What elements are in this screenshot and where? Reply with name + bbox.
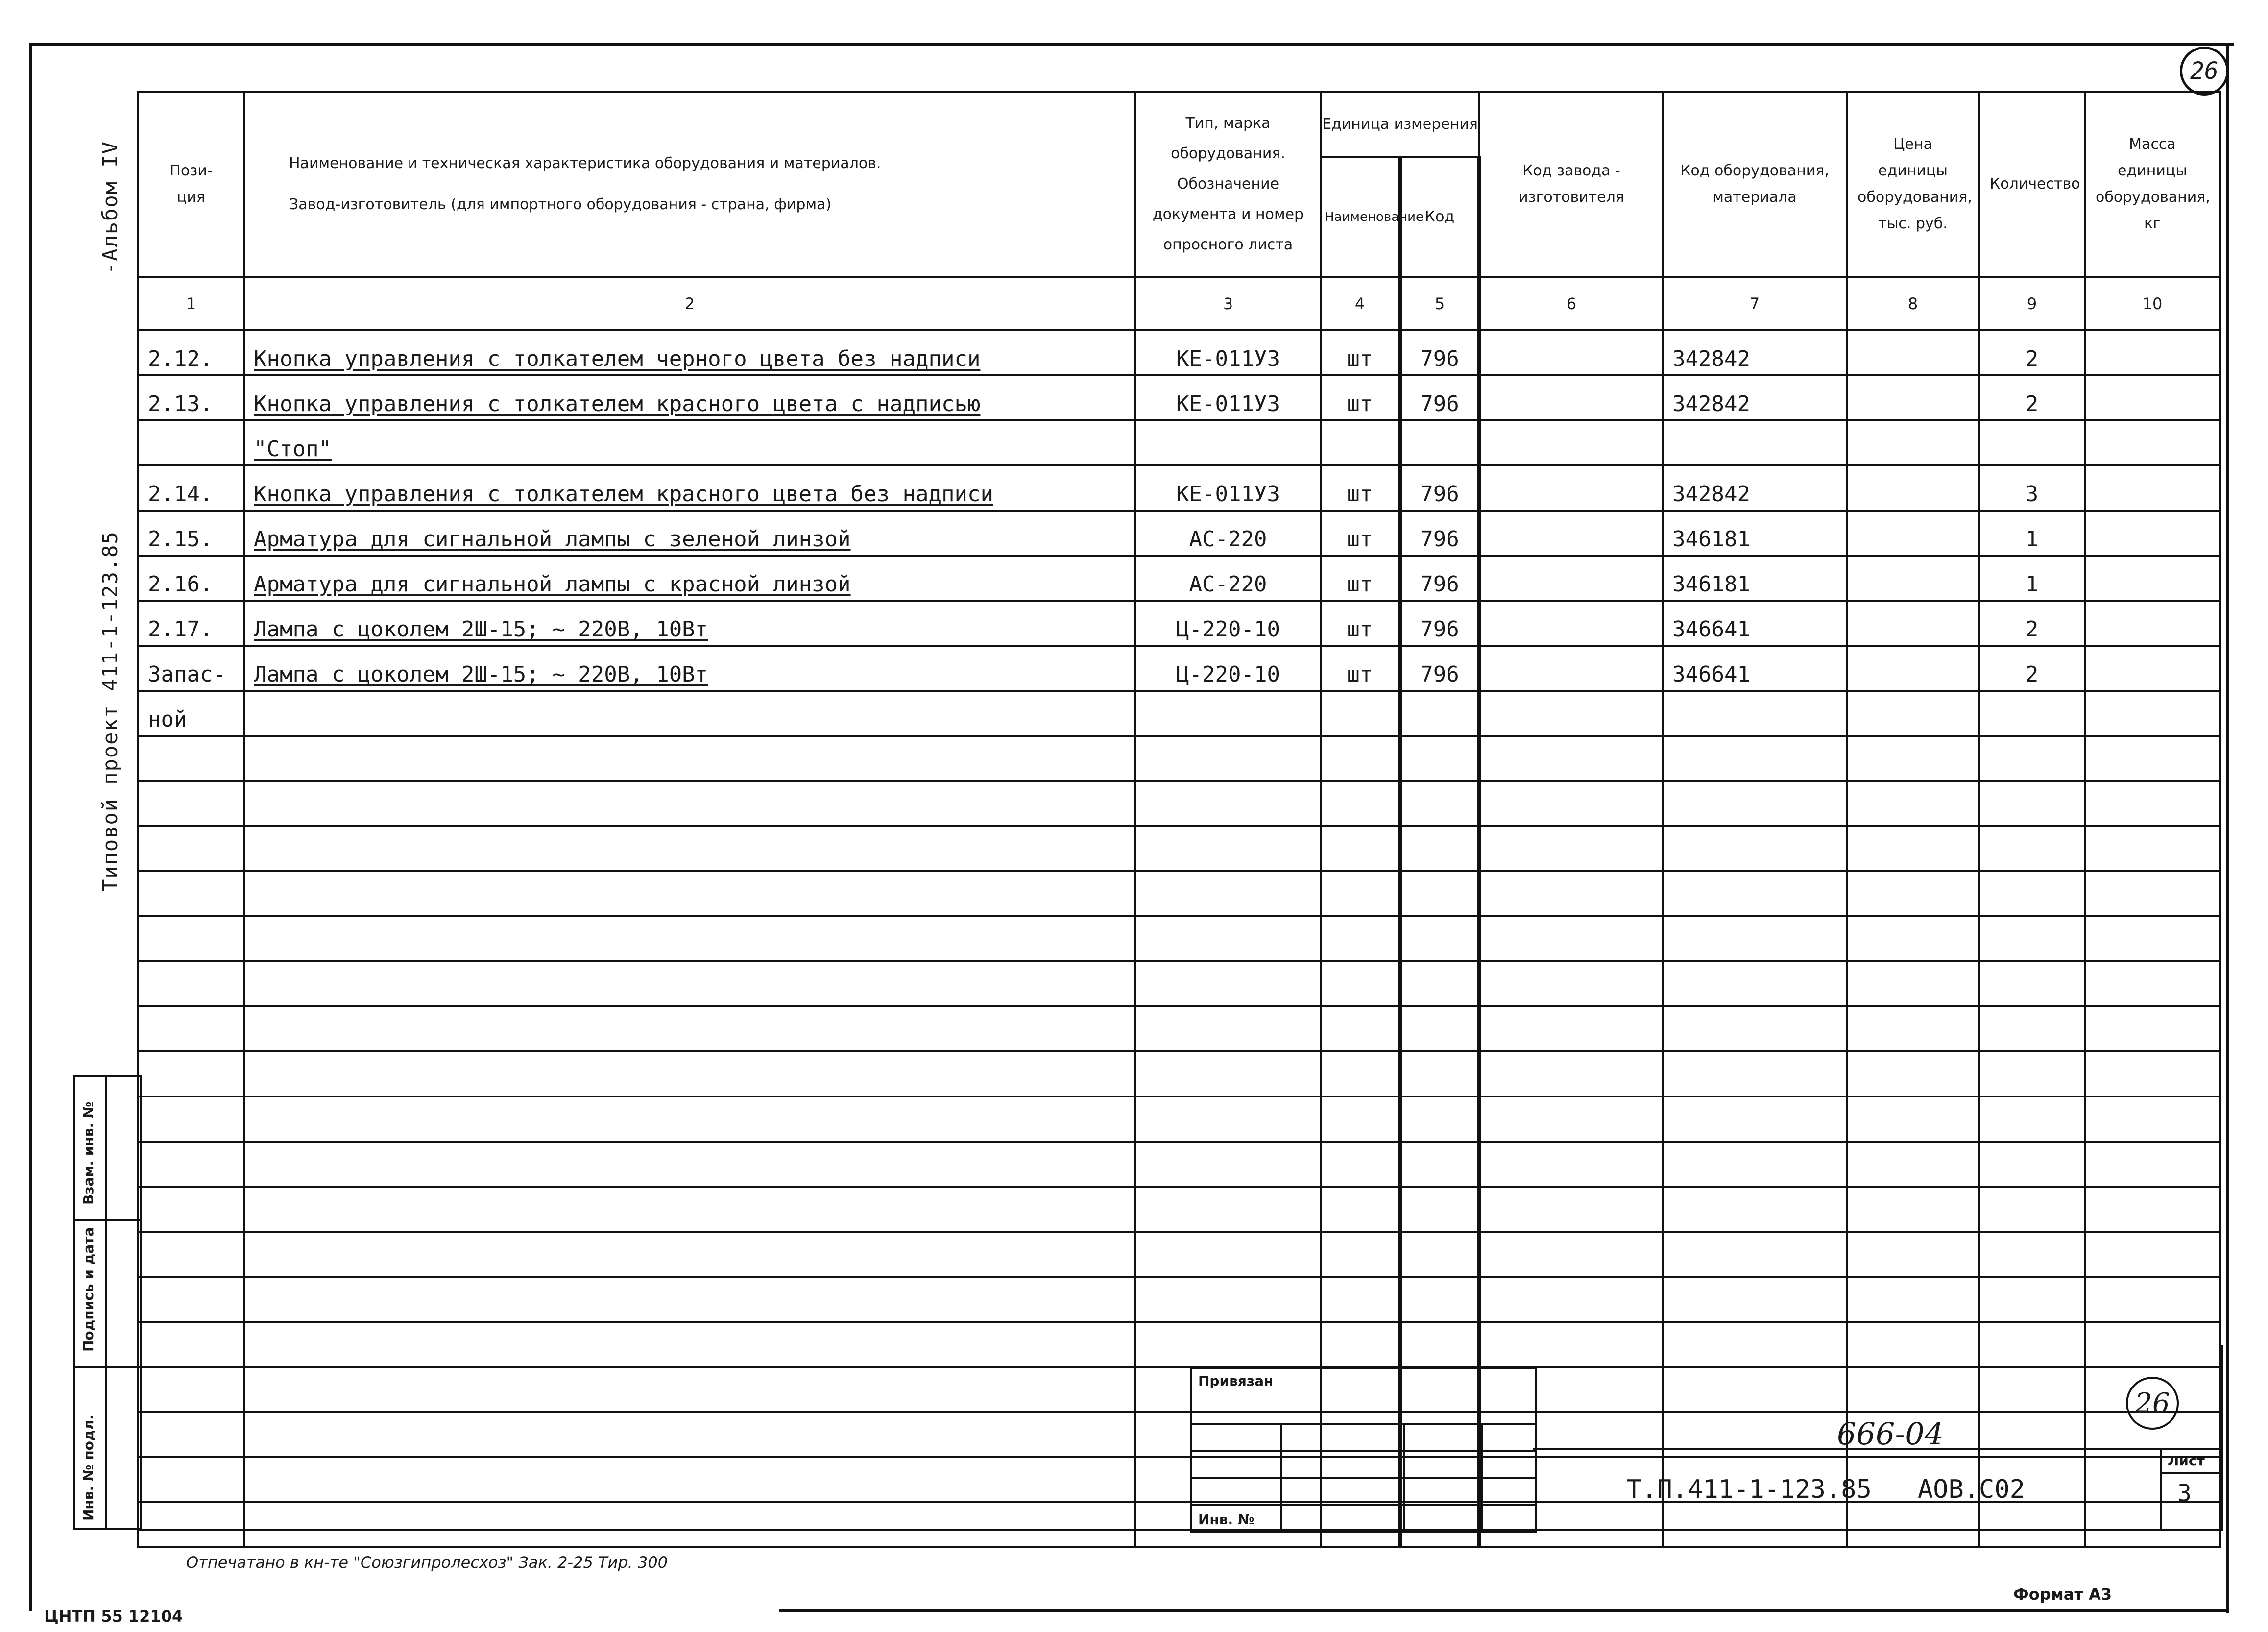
table-cell-pos: [138, 1277, 244, 1322]
table-cell-pos: [138, 736, 244, 781]
table-cell-qty: 2: [1979, 375, 2085, 420]
table-cell-factory: [1479, 1232, 1663, 1277]
header-material-code: Код оборудования, материала: [1663, 92, 1847, 277]
table-cell-type: Ц-220-10: [1135, 601, 1321, 646]
table-cell-factory: [1479, 420, 1663, 465]
table-cell-type: [1135, 961, 1321, 1006]
table-row: [138, 375, 2220, 420]
table-cell-matcode: 342842: [1663, 465, 1847, 511]
table-cell-matcode: 342842: [1663, 330, 1847, 375]
table-cell-price: [1847, 961, 1979, 1006]
table-cell-pos: [138, 1187, 244, 1232]
table-cell-price: [1847, 1006, 1979, 1051]
table-cell-matcode: [1663, 1187, 1847, 1232]
table-cell-pos: 2.12.: [138, 330, 244, 375]
table-cell-code: 796: [1400, 556, 1479, 601]
table-cell-qty: 2: [1979, 601, 2085, 646]
table-cell-code: [1400, 736, 1479, 781]
table-cell-name: [244, 781, 1135, 826]
privyazan-title: Привязан: [1198, 1373, 1274, 1389]
table-row: [138, 1142, 2220, 1187]
table-cell-code: 796: [1400, 511, 1479, 556]
table-cell-mass: [2085, 375, 2220, 420]
table-cell-unit: шт: [1321, 465, 1400, 511]
table-row: [138, 646, 2220, 691]
table-cell-type: АС-220: [1135, 511, 1321, 556]
table-row: [138, 871, 2220, 916]
table-cell-type: [1135, 1232, 1321, 1277]
table-cell-name: [244, 691, 1135, 736]
table-cell-name: Лампа с цоколем 2Ш-15; ~ 220В, 10Вт: [244, 646, 1135, 691]
column-number: 2: [244, 277, 1135, 330]
side-album-label: -Альбом IV: [98, 141, 122, 274]
sheet-label: Лист: [2168, 1453, 2205, 1469]
circled-number: 26: [2126, 1377, 2179, 1430]
table-cell-qty: [1979, 1232, 2085, 1277]
table-cell-code: [1400, 916, 1479, 961]
table-cell-pos: 2.13.: [138, 375, 244, 420]
table-cell-factory: [1479, 330, 1663, 375]
table-row: [138, 1096, 2220, 1142]
table-cell-code: 796: [1400, 330, 1479, 375]
table-row: [138, 781, 2220, 826]
table-cell-unit: [1321, 1277, 1400, 1322]
header-unit-group: Единица измерения: [1321, 92, 1479, 157]
table-cell-matcode: 342842: [1663, 375, 1847, 420]
table-cell-factory: [1479, 646, 1663, 691]
table-cell-factory: [1479, 781, 1663, 826]
table-cell-unit: [1321, 1006, 1400, 1051]
table-cell-factory: [1479, 1096, 1663, 1142]
table-cell-mass: [2085, 1006, 2220, 1051]
table-cell-price: [1847, 826, 1979, 871]
table-cell-factory: [1479, 1006, 1663, 1051]
table-cell-unit: шт: [1321, 646, 1400, 691]
table-cell-factory: [1479, 1277, 1663, 1322]
table-cell-qty: [1979, 1051, 2085, 1096]
table-cell-type: [1135, 826, 1321, 871]
table-cell-matcode: 346641: [1663, 646, 1847, 691]
stamp-inv-podl: Инв. № подл.: [80, 1414, 97, 1521]
table-cell-pos: ной: [138, 691, 244, 736]
column-number: 5: [1400, 277, 1479, 330]
column-number: 4: [1321, 277, 1400, 330]
table-cell-matcode: [1663, 691, 1847, 736]
table-cell-matcode: 346641: [1663, 601, 1847, 646]
table-cell-matcode: [1663, 736, 1847, 781]
table-cell-pos: [138, 1006, 244, 1051]
stamp-signature-date: Подпись и дата: [80, 1227, 97, 1352]
column-number: 1: [138, 277, 244, 330]
table-cell-matcode: [1663, 1096, 1847, 1142]
table-cell-type: [1135, 420, 1321, 465]
table-cell-name: [244, 916, 1135, 961]
table-cell-unit: [1321, 691, 1400, 736]
table-cell-unit: [1321, 1096, 1400, 1142]
table-cell-matcode: 346181: [1663, 556, 1847, 601]
table-cell-matcode: [1663, 1142, 1847, 1187]
header-position: Пози- ция: [138, 92, 244, 277]
table-cell-mass: [2085, 511, 2220, 556]
table-cell-code: 796: [1400, 601, 1479, 646]
table-cell-price: [1847, 1096, 1979, 1142]
table-cell-qty: [1979, 691, 2085, 736]
table-cell-mass: [2085, 420, 2220, 465]
table-cell-factory: [1479, 961, 1663, 1006]
table-cell-mass: [2085, 961, 2220, 1006]
table-cell-pos: [138, 420, 244, 465]
table-cell-code: [1400, 961, 1479, 1006]
table-row: [138, 1187, 2220, 1232]
column-number: 6: [1479, 277, 1663, 330]
table-cell-type: КЕ-011У3: [1135, 465, 1321, 511]
table-cell-type: [1135, 1187, 1321, 1232]
table-cell-qty: 3: [1979, 465, 2085, 511]
table-cell-pos: 2.17.: [138, 601, 244, 646]
header-factory-code: Код завода - изготовителя: [1479, 92, 1663, 277]
table-cell-code: 796: [1400, 465, 1479, 511]
table-cell-code: [1400, 420, 1479, 465]
format-label: Формат А3: [2013, 1585, 2112, 1604]
table-cell-qty: [1979, 736, 2085, 781]
table-cell-name: Кнопка управления с толкателем черного цвета без надписи: [244, 330, 1135, 375]
table-cell-pos: 2.15.: [138, 511, 244, 556]
table-cell-unit: [1321, 1051, 1400, 1096]
header-row-1: [138, 92, 2220, 157]
table-cell-matcode: [1663, 961, 1847, 1006]
table-row: [138, 556, 2220, 601]
table-cell-qty: 2: [1979, 330, 2085, 375]
table-cell-name: [244, 1187, 1135, 1232]
table-cell-code: [1400, 1142, 1479, 1187]
table-cell-code: [1400, 1051, 1479, 1096]
privyazan-box: [1190, 1367, 1537, 1533]
table-cell-factory: [1479, 601, 1663, 646]
table-cell-name: [244, 1232, 1135, 1277]
table-cell-qty: [1979, 1096, 2085, 1142]
table-cell-name: [244, 1051, 1135, 1096]
table-cell-pos: [138, 961, 244, 1006]
sheet-number: 3: [2177, 1480, 2192, 1507]
table-row: [138, 465, 2220, 511]
document-code: Т.П.411-1-123.85 АОВ.С02: [1626, 1475, 2025, 1504]
table-cell-unit: [1321, 1187, 1400, 1232]
table-cell-price: [1847, 691, 1979, 736]
header-price: Цена единицы оборудования, тыс. руб.: [1847, 92, 1979, 277]
table-cell-unit: [1321, 916, 1400, 961]
table-cell-mass: [2085, 601, 2220, 646]
table-cell-mass: [2085, 1096, 2220, 1142]
table-cell-code: 796: [1400, 646, 1479, 691]
table-cell-matcode: [1663, 916, 1847, 961]
table-cell-factory: [1479, 465, 1663, 511]
table-cell-type: [1135, 781, 1321, 826]
table-cell-name: Лампа с цоколем 2Ш-15; ~ 220В, 10Вт: [244, 601, 1135, 646]
table-cell-name: [244, 1096, 1135, 1142]
table-cell-name: Кнопка управления с толкателем красного цвета без надписи: [244, 465, 1135, 511]
table-cell-factory: [1479, 691, 1663, 736]
table-cell-factory: [1479, 556, 1663, 601]
table-cell-mass: [2085, 1232, 2220, 1277]
table-cell-unit: [1321, 1232, 1400, 1277]
table-cell-code: 796: [1400, 375, 1479, 420]
frame-right-border: [2226, 43, 2229, 1613]
table-cell-type: [1135, 916, 1321, 961]
table-cell-factory: [1479, 1187, 1663, 1232]
table-cell-qty: 2: [1979, 646, 2085, 691]
table-row: [138, 691, 2220, 736]
table-cell-pos: Запас-: [138, 646, 244, 691]
handwritten-number: 666-04: [1837, 1416, 1944, 1452]
table-cell-name: [244, 736, 1135, 781]
table-cell-code: [1400, 871, 1479, 916]
stamp-inv-zam: Взам. инв. №: [80, 1101, 97, 1205]
table-cell-mass: [2085, 736, 2220, 781]
side-project-label: Типовой проект 411-1-123.85: [98, 531, 122, 892]
table-row: [138, 961, 2220, 1006]
header-unit-name: Наименование: [1321, 157, 1400, 277]
table-row: [138, 330, 2220, 375]
table-cell-type: Ц-220-10: [1135, 646, 1321, 691]
table-cell-code: [1400, 826, 1479, 871]
table-cell-name: [244, 826, 1135, 871]
table-cell-qty: [1979, 420, 2085, 465]
table-cell-name: Арматура для сигнальной лампы с зеленой линзой: [244, 511, 1135, 556]
table-cell-type: [1135, 1277, 1321, 1322]
table-cell-code: [1400, 1187, 1479, 1232]
column-number: 7: [1663, 277, 1847, 330]
table-cell-price: [1847, 465, 1979, 511]
column-number: 8: [1847, 277, 1979, 330]
table-cell-factory: [1479, 826, 1663, 871]
table-cell-mass: [2085, 916, 2220, 961]
table-cell-code: [1400, 1277, 1479, 1322]
table-cell-qty: [1979, 826, 2085, 871]
table-cell-unit: шт: [1321, 556, 1400, 601]
table-cell-name: [244, 1277, 1135, 1322]
table-cell-mass: [2085, 1051, 2220, 1096]
table-row: [138, 420, 2220, 465]
table-cell-mass: [2085, 826, 2220, 871]
table-cell-unit: [1321, 961, 1400, 1006]
table-cell-name: [244, 1142, 1135, 1187]
table-cell-factory: [1479, 1142, 1663, 1187]
table-cell-factory: [1479, 511, 1663, 556]
table-cell-factory: [1479, 1051, 1663, 1096]
table-cell-type: [1135, 1006, 1321, 1051]
table-cell-mass: [2085, 781, 2220, 826]
table-cell-type: [1135, 691, 1321, 736]
table-cell-pos: 2.14.: [138, 465, 244, 511]
table-cell-type: [1135, 1051, 1321, 1096]
table-cell-qty: [1979, 961, 2085, 1006]
table-cell-matcode: [1663, 871, 1847, 916]
table-cell-qty: 1: [1979, 511, 2085, 556]
table-cell-mass: [2085, 556, 2220, 601]
table-row: [138, 511, 2220, 556]
table-cell-code: [1400, 781, 1479, 826]
ctp-code: ЦНТП 55 12104: [44, 1607, 183, 1626]
table-cell-matcode: [1663, 420, 1847, 465]
table-cell-type: [1135, 736, 1321, 781]
table-cell-qty: [1979, 1277, 2085, 1322]
table-cell-matcode: [1663, 1051, 1847, 1096]
table-cell-price: [1847, 1232, 1979, 1277]
table-cell-qty: [1979, 871, 2085, 916]
table-row: [138, 1006, 2220, 1051]
table-cell-type: КЕ-011У3: [1135, 375, 1321, 420]
header-type: Тип, марка оборудования. Обозначение документа и номер опросного листа: [1135, 92, 1321, 277]
sheet-number-circle: 26: [2180, 47, 2229, 96]
table-cell-mass: [2085, 646, 2220, 691]
table-cell-unit: [1321, 871, 1400, 916]
column-number-row: [138, 277, 2220, 330]
print-info: Отпечатано в кн-те "Союзгипролесхоз" Зак. 2-25 Тир. 300: [186, 1553, 668, 1572]
header-name: Наименование и техническая характеристика оборудования и материалов. Завод-изготовитель (для импортного оборудования - страна, фирма): [244, 92, 1135, 277]
table-cell-price: [1847, 330, 1979, 375]
table-cell-qty: 1: [1979, 556, 2085, 601]
table-cell-pos: [138, 826, 244, 871]
table-row: [138, 736, 2220, 781]
header-unit-code: Код: [1400, 157, 1479, 277]
table-cell-unit: [1321, 1142, 1400, 1187]
table-cell-unit: [1321, 420, 1400, 465]
table-cell-type: [1135, 871, 1321, 916]
table-cell-pos: [138, 1096, 244, 1142]
table-cell-type: КЕ-011У3: [1135, 330, 1321, 375]
table-cell-name: [244, 1006, 1135, 1051]
table-cell-name: Кнопка управления с толкателем красного цвета с надписью: [244, 375, 1135, 420]
table-cell-price: [1847, 556, 1979, 601]
table-cell-matcode: [1663, 1232, 1847, 1277]
table-cell-pos: [138, 871, 244, 916]
table-cell-factory: [1479, 736, 1663, 781]
table-cell-qty: [1979, 1006, 2085, 1051]
frame-left-border: [29, 43, 32, 1611]
table-cell-type: АС-220: [1135, 556, 1321, 601]
table-cell-matcode: [1663, 1277, 1847, 1322]
table-cell-qty: [1979, 1142, 2085, 1187]
table-cell-pos: [138, 916, 244, 961]
table-cell-name: [244, 961, 1135, 1006]
table-cell-code: [1400, 1232, 1479, 1277]
table-cell-unit: [1321, 781, 1400, 826]
header-mass: Масса единицы оборудования, кг: [2085, 92, 2220, 277]
table-cell-price: [1847, 916, 1979, 961]
table-cell-price: [1847, 601, 1979, 646]
table-cell-matcode: [1663, 1006, 1847, 1051]
table-row: [138, 916, 2220, 961]
table-cell-pos: [138, 1232, 244, 1277]
table-cell-factory: [1479, 871, 1663, 916]
table-cell-price: [1847, 511, 1979, 556]
privyazan-inv-label: Инв. №: [1198, 1511, 1255, 1528]
table-cell-price: [1847, 781, 1979, 826]
table-row: [138, 1051, 2220, 1096]
table-cell-mass: [2085, 691, 2220, 736]
table-cell-matcode: 346181: [1663, 511, 1847, 556]
table-cell-pos: [138, 1051, 244, 1096]
table-cell-qty: [1979, 781, 2085, 826]
table-cell-unit: шт: [1321, 601, 1400, 646]
table-cell-price: [1847, 1277, 1979, 1322]
table-cell-pos: 2.16.: [138, 556, 244, 601]
table-cell-matcode: [1663, 781, 1847, 826]
table-cell-pos: [138, 1142, 244, 1187]
table-cell-factory: [1479, 916, 1663, 961]
stamp-block: [73, 1075, 142, 1530]
table-row: [138, 826, 2220, 871]
table-cell-price: [1847, 1051, 1979, 1096]
table-cell-price: [1847, 420, 1979, 465]
table-cell-mass: [2085, 465, 2220, 511]
frame-bottom-border: [779, 1609, 2229, 1612]
table-cell-qty: [1979, 1187, 2085, 1232]
table-cell-price: [1847, 375, 1979, 420]
table-cell-price: [1847, 871, 1979, 916]
table-row: [138, 1232, 2220, 1277]
table-cell-name: "Стоп": [244, 420, 1135, 465]
frame-top-border: [29, 43, 2234, 46]
table-cell-mass: [2085, 1187, 2220, 1232]
table-cell-unit: [1321, 826, 1400, 871]
table-cell-price: [1847, 1142, 1979, 1187]
table-cell-price: [1847, 736, 1979, 781]
table-cell-code: [1400, 1006, 1479, 1051]
table-cell-unit: [1321, 736, 1400, 781]
table-cell-code: [1400, 691, 1479, 736]
table-cell-unit: шт: [1321, 330, 1400, 375]
table-cell-type: [1135, 1142, 1321, 1187]
table-cell-pos: [138, 781, 244, 826]
table-cell-matcode: [1663, 826, 1847, 871]
column-number: 9: [1979, 277, 2085, 330]
table-row: [138, 1277, 2220, 1322]
specification-table: [137, 91, 2221, 1548]
table-cell-name: Арматура для сигнальной лампы с красной линзой: [244, 556, 1135, 601]
table-cell-qty: [1979, 916, 2085, 961]
table-cell-price: [1847, 646, 1979, 691]
table-cell-mass: [2085, 1277, 2220, 1322]
table-cell-name: [244, 871, 1135, 916]
table-cell-mass: [2085, 330, 2220, 375]
table-cell-mass: [2085, 871, 2220, 916]
table-row: [138, 601, 2220, 646]
header-quantity: Количество: [1979, 92, 2085, 277]
table-cell-unit: шт: [1321, 511, 1400, 556]
table-cell-type: [1135, 1096, 1321, 1142]
column-number: 3: [1135, 277, 1321, 330]
table-cell-unit: шт: [1321, 375, 1400, 420]
table-cell-mass: [2085, 1142, 2220, 1187]
table-cell-price: [1847, 1187, 1979, 1232]
table-cell-code: [1400, 1096, 1479, 1142]
column-number: 10: [2085, 277, 2220, 330]
table-cell-factory: [1479, 375, 1663, 420]
